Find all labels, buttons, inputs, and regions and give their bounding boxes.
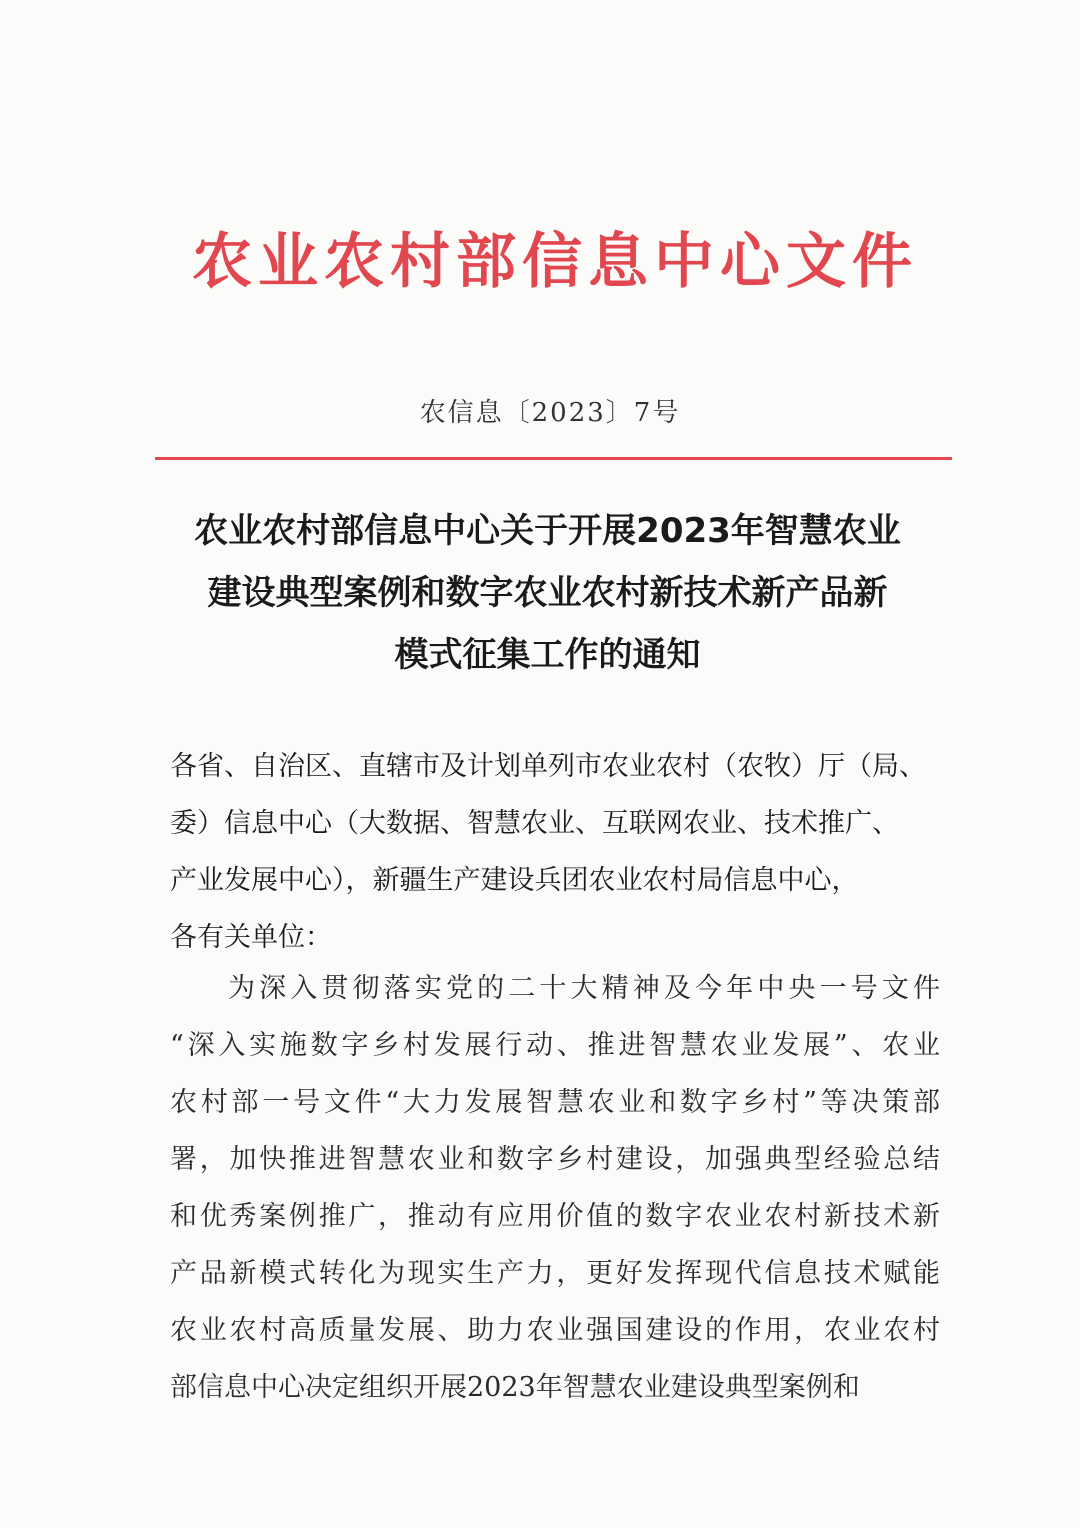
masthead-title: 农业农村部信息中心文件	[192, 227, 918, 297]
body-line: 部信息中心决定组织开展2023年智慧农业建设典型案例和	[170, 1372, 860, 1403]
addressee-line: 委）信息中心（大数据、智慧农业、互联网农业、技术推广、	[170, 808, 899, 839]
addressee-block	[170, 738, 940, 966]
body-line: 产品新模式转化为现实生产力，更好发挥现代信息技术赋能	[170, 1258, 940, 1289]
title-line: 模式征集工作的通知	[394, 635, 701, 675]
red-divider-line	[155, 457, 952, 460]
body-line: 署，加快推进智慧农业和数字乡村建设，加强典型经验总结	[170, 1144, 940, 1175]
notice-title	[165, 500, 930, 686]
body-line: 和优秀案例推广，推动有应用价值的数字农业农村新技术新	[170, 1201, 940, 1232]
body-line: 农业农村高质量发展、助力农业强国建设的作用，农业农村	[170, 1315, 940, 1346]
body-paragraph	[170, 960, 940, 1416]
addressee-line: 产业发展中心），新疆生产建设兵团农业农村局信息中心，	[170, 865, 859, 896]
body-line: “深入实施数字乡村发展行动、推进智慧农业发展”、农业	[170, 1030, 940, 1061]
title-line: 农业农村部信息中心关于开展2023年智慧农业	[194, 511, 901, 551]
addressee-line: 各省、自治区、直辖市及计划单列市农业农村（农牧）厅（局、	[170, 751, 926, 782]
body-line: 为深入贯彻落实党的二十大精神及今年中央一号文件	[228, 973, 940, 1004]
title-line: 建设典型案例和数字农业农村新技术新产品新	[207, 573, 888, 613]
addressee-line: 各有关单位：	[170, 922, 332, 953]
document-number: 农信息〔2023〕7号	[419, 398, 681, 428]
body-line: 农村部一号文件“大力发展智慧农业和数字乡村”等决策部	[170, 1087, 940, 1118]
